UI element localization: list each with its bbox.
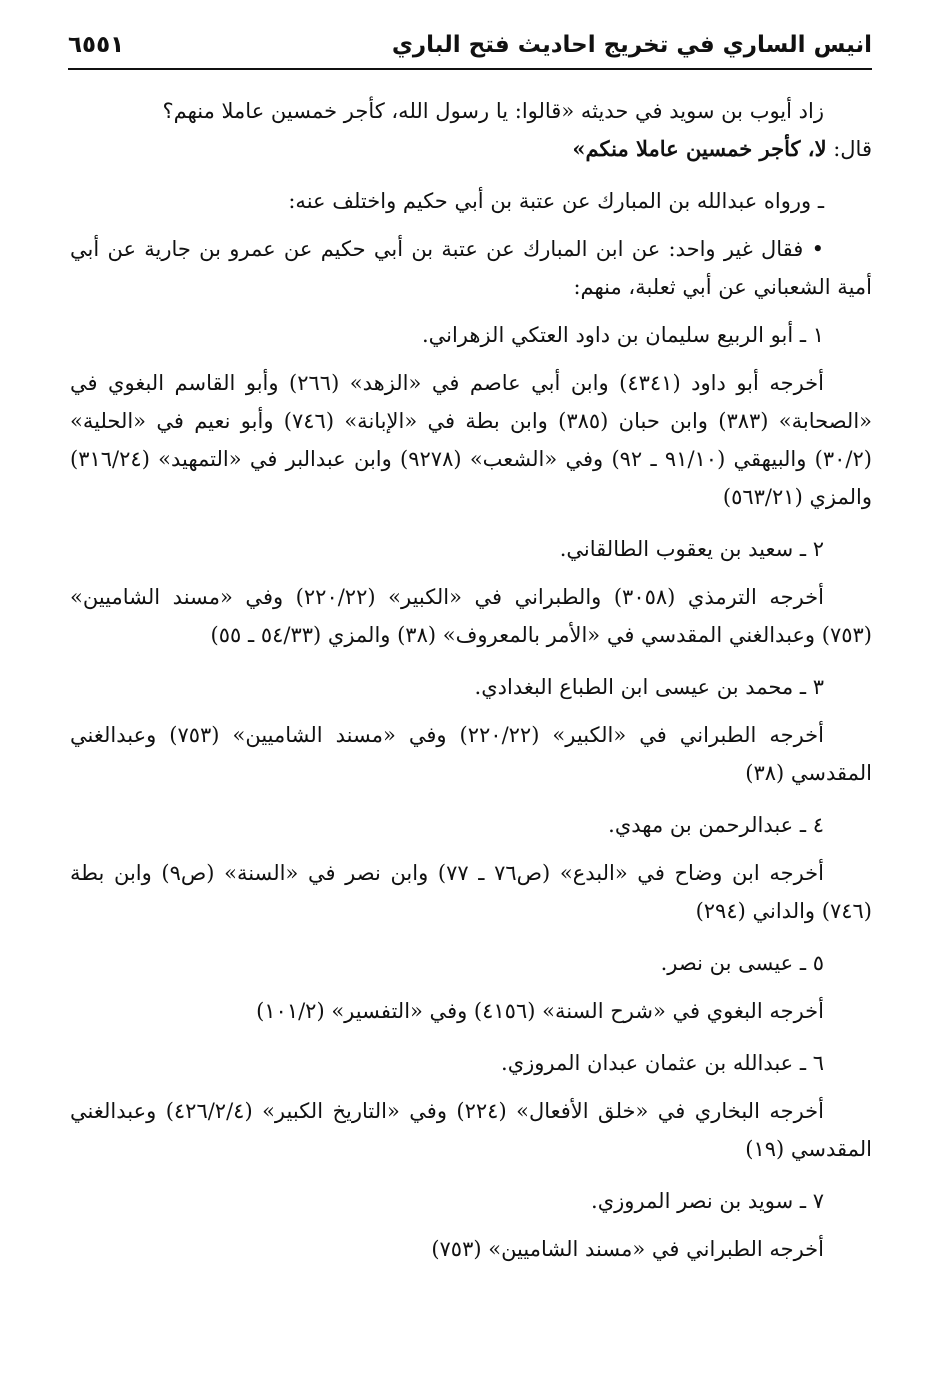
intro-text-1: زاد أيوب بن سويد في حديثه «قالوا: يا رسول الله، كأجر خمسين عاملا منهم؟ [162,99,824,123]
takhrij-text: أخرجه البخاري في «خلق الأفعال» (٢٢٤) وفي «التاريخ الكبير» (٤٢٦/٢/٤) وعبدالغني المقدسي (١٩) [70,1099,872,1161]
narrator-item-6 [70,1044,872,1168]
narrator-name: ٦ ـ عبدالله بن عثمان عبدان المروزي. [501,1051,824,1075]
takhrij-text: أخرجه الترمذي (٣٠٥٨) والطبراني في «الكبير» (٢٢٠/٢٢) وفي «مسند الشاميين» (٧٥٣) وعبدالغني المقدسي في «الأمر بالمعروف» (٣٨) والمزي (٥٤/٣٣ ـ ٥٥) [70,585,872,647]
narrator-name: ٣ ـ محمد بن عيسى ابن الطباع البغدادي. [474,675,824,699]
narrator-name: ٤ ـ عبدالرحمن بن مهدي. [608,813,824,837]
riwaya-line: ـ ورواه عبدالله بن المبارك عن عتبة بن أبي حكيم واختلف عنه: [288,189,824,213]
narrator-name: ٧ ـ سويد بن نصر المروزي. [591,1189,824,1213]
narrator-name: ٢ ـ سعيد بن يعقوب الطالقاني. [559,537,824,561]
takhrij-text: أخرجه البغوي في «شرح السنة» (٤١٥٦) وفي «التفسير» (١٠١/٢) [256,999,824,1023]
narrator-item-7 [70,1182,872,1268]
intro-text-2-prefix: قال: [826,137,872,161]
narrator-item-4 [70,806,872,930]
faqal-paragraph: • فقال غير واحد: عن ابن المبارك عن عتبة بن أبي حكيم عن عمرو بن جارية عن أبي أمية الشعباني عن أبي ثعلبة، منهم: [70,237,872,299]
book-title: انيس الساري في تخريج احاديث فتح الباري [391,32,872,58]
narrator-item-1 [70,316,872,516]
page-header [68,28,872,70]
narrator-item-2 [70,530,872,654]
narrator-item-5 [70,944,872,1030]
takhrij-text: أخرجه الطبراني في «الكبير» (٢٢٠/٢٢) وفي «مسند الشاميين» (٧٥٣) وعبدالغني المقدسي (٣٨) [70,723,872,785]
narrator-name: ١ ـ أبو الربيع سليمان بن داود العتكي الزهراني. [421,323,824,347]
narrator-name: ٥ ـ عيسى بن نصر. [660,951,824,975]
takhrij-text: أخرجه الطبراني في «مسند الشاميين» (٧٥٣) [431,1237,824,1261]
intro-text-2-bold: لا، كأجر خمسين عاملا منكم» [572,136,827,161]
intro-line [70,92,872,168]
page-body [70,92,872,1268]
page-number: ٦٥٥١ [68,32,125,58]
narrator-item-3 [70,668,872,792]
takhrij-text: أخرجه ابن وضاح في «البدع» (ص٧٦ ـ ٧٧) وابن نصر في «السنة» (ص٩) وابن بطة (٧٤٦) والداني (٢٩٤) [70,861,872,923]
takhrij-text: أخرجه أبو داود (٤٣٤١) وابن أبي عاصم في «الزهد» (٢٦٦) وأبو القاسم البغوي في «الصحابة» (٣٨٣) وابن حبان (٣٨٥) وابن بطة في «الإبانة» (٧٤٦) وأبو نعيم في «الحلية» (٣٠/٢) والبيهقي (٩١/١٠ ـ ٩٢) وفي «الشعب» (٩٢٧٨) وابن عبدالبر في «التمهيد» (٣١٦/٢٤) والمزي (٥٦٣/٢١) [70,371,873,509]
